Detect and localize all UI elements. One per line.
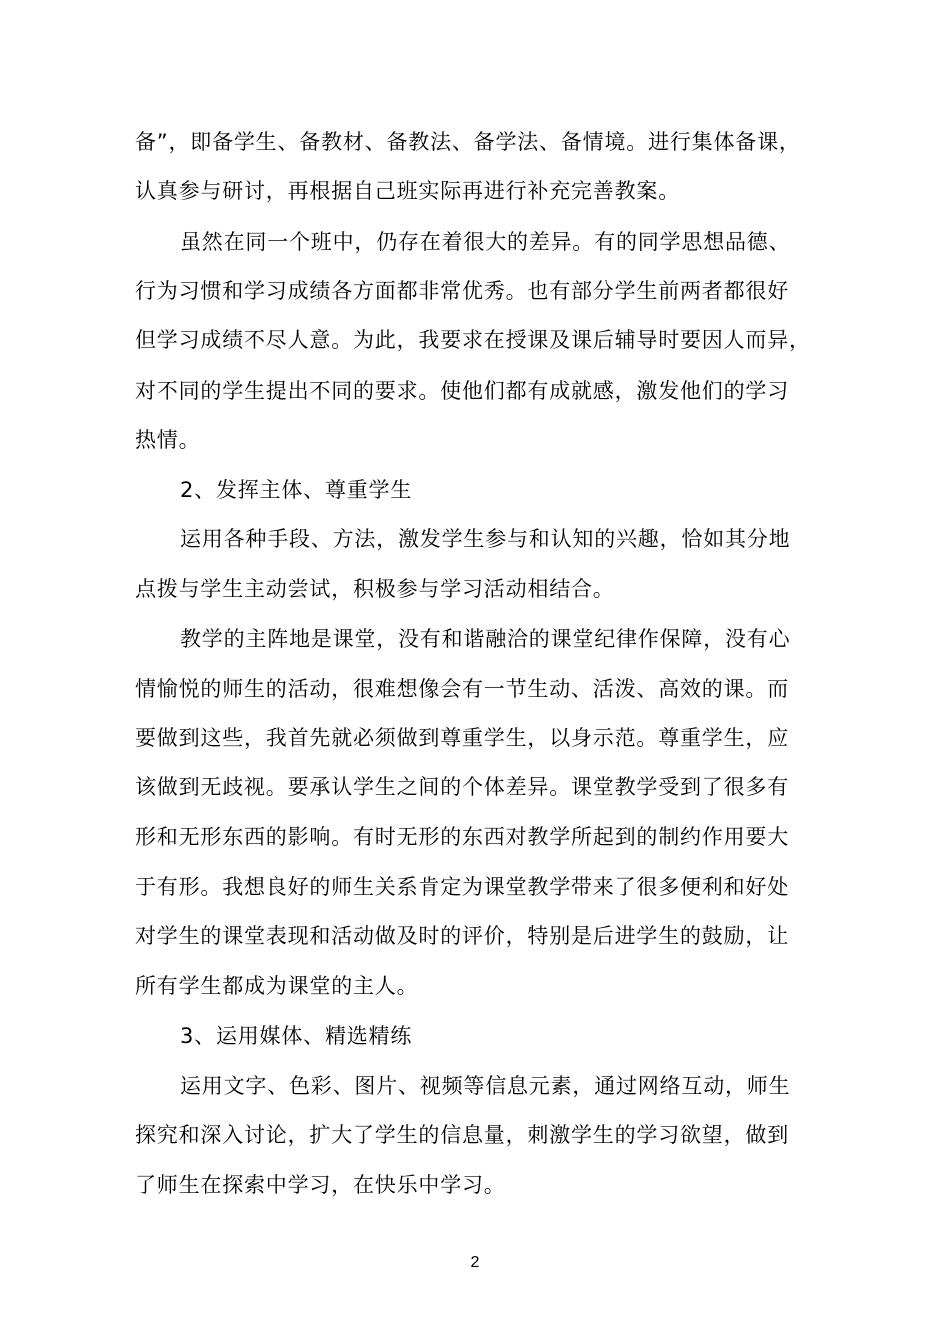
text-line: 形和无形东西的影响。有时无形的东西对教学所起到的制约作用要大: [135, 825, 789, 849]
text-line: 所有学生都成为课堂的主人。: [135, 974, 419, 998]
page-number: 2: [470, 1254, 480, 1271]
text-line: 教学的主阵地是课堂，没有和谐融洽的课堂纪律作保障，没有心: [180, 627, 791, 651]
text-line: 虽然在同一个班中，仍存在着很大的差异。有的同学思想品德、: [180, 230, 791, 254]
section-heading: 2、发挥主体、尊重学生: [180, 478, 413, 502]
text-line: 该做到无歧视。要承认学生之间的个体差异。课堂教学受到了很多有: [135, 775, 789, 799]
text-line: 运用各种手段、方法，激发学生参与和认知的兴趣，恰如其分地: [180, 527, 791, 551]
text-line: 情愉悦的师生的活动，很难想像会有一节生动、活泼、高效的课。而: [135, 677, 789, 701]
text-line: 但学习成绩不尽人意。为此，我要求在授课及课后辅导时要因人而异，: [135, 328, 811, 352]
text-line: 行为习惯和学习成绩各方面都非常优秀。也有部分学生前两者都很好: [135, 279, 789, 303]
text-line: 热情。: [135, 428, 201, 452]
text-line: 了师生在探索中学习，在快乐中学习。: [135, 1173, 506, 1197]
text-line: 于有形。我想良好的师生关系肯定为课堂教学带来了很多便利和好处: [135, 875, 789, 899]
section-heading: 3、运用媒体、精选精练: [180, 1024, 413, 1048]
text-line: 对学生的课堂表现和活动做及时的评价，特别是后进学生的鼓励，让: [135, 924, 789, 948]
text-line: 对不同的学生提出不同的要求。使他们都有成就感，激发他们的学习: [135, 379, 789, 403]
text-line: 运用文字、色彩、图片、视频等信息元素，通过网络互动，师生: [180, 1074, 791, 1098]
text-line: 点拨与学生主动尝试，积极参与学习活动相结合。: [135, 577, 615, 601]
text-line: 探究和深入讨论，扩大了学生的信息量，刺激学生的学习欲望，做到: [135, 1123, 789, 1147]
text-line: 备”，即备学生、备教材、备教法、备学法、备情境。进行集体备课，: [135, 130, 801, 154]
text-line: 认真参与研讨，再根据自己班实际再进行补充完善教案。: [135, 179, 680, 203]
text-line: 要做到这些，我首先就必须做到尊重学生，以身示范。尊重学生，应: [135, 726, 789, 750]
